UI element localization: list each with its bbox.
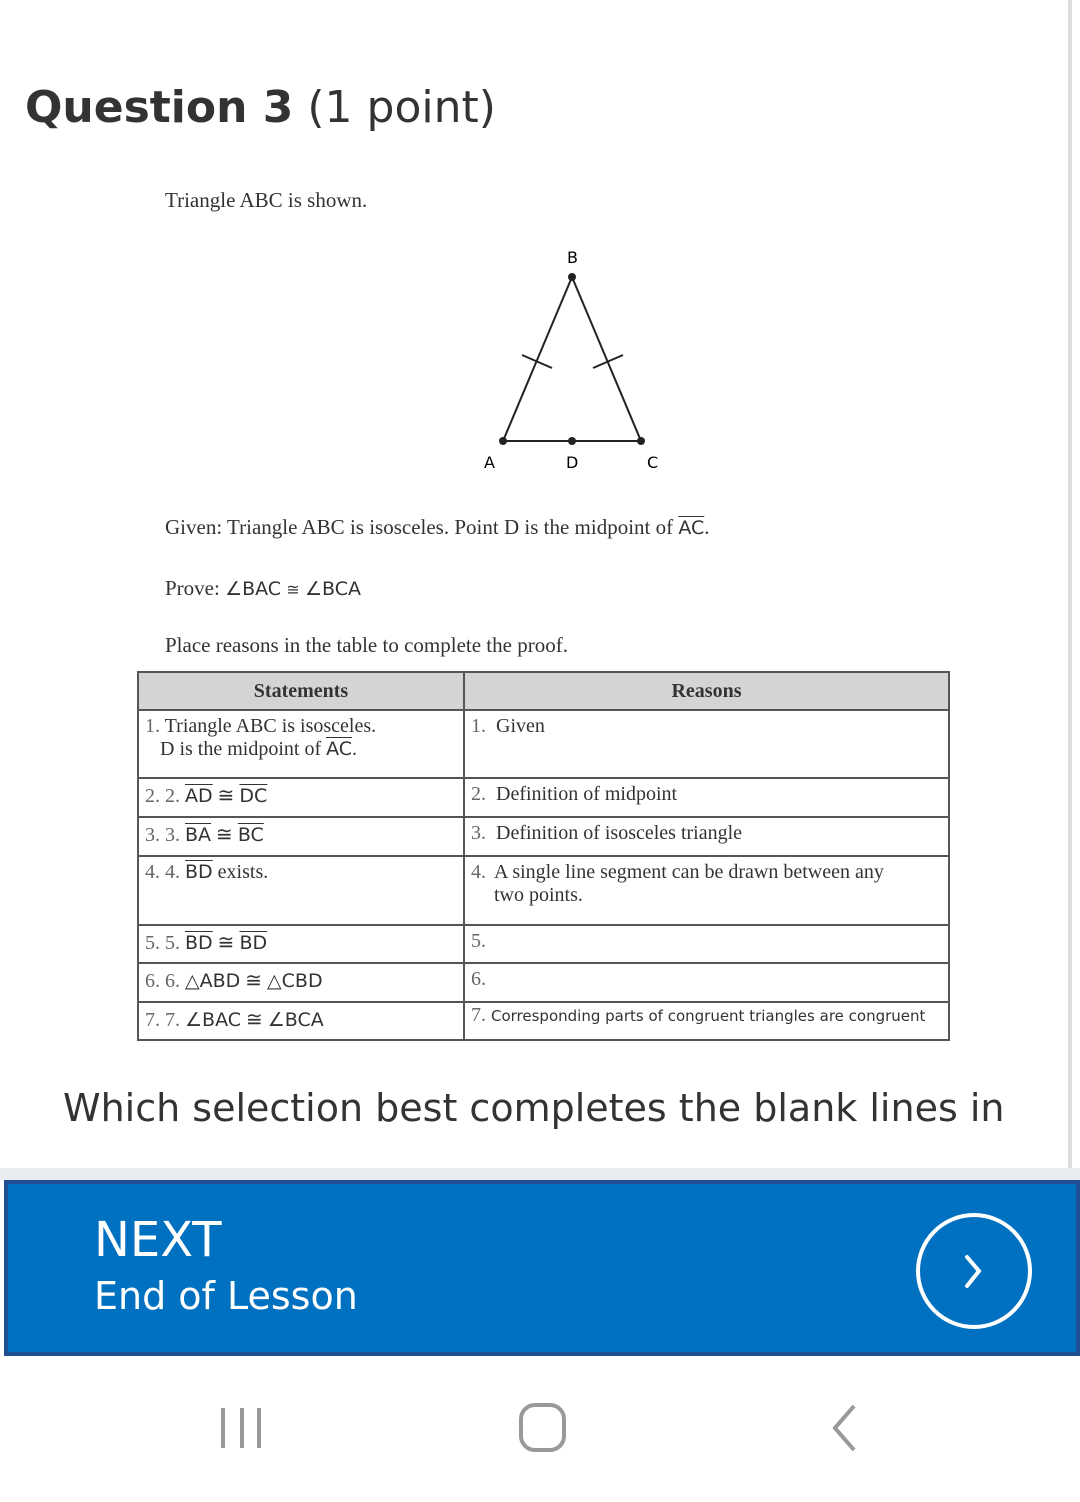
instruction-text: Place reasons in the table to complete the proof. xyxy=(165,633,568,657)
table-row xyxy=(138,710,949,778)
next-button[interactable] xyxy=(4,1180,1080,1356)
next-label: NEXT xyxy=(94,1212,222,1268)
back-icon[interactable] xyxy=(820,1400,870,1456)
label-c: C xyxy=(647,453,659,472)
table-row xyxy=(138,1002,949,1040)
reason-cell: 4. A single line segment can be drawn between any two points. xyxy=(464,856,949,925)
reason-cell: 3. Definition of isosceles triangle xyxy=(464,817,949,856)
proof-table xyxy=(137,671,950,1041)
table-row xyxy=(138,856,949,925)
table-row xyxy=(138,817,949,856)
statement-cell: 3. 3. $\overline{BA}$ ≅ $\overline{BC}$ xyxy=(138,817,464,856)
statement-cell: 4. 4. $\overline{BD}$ exists. xyxy=(138,856,464,925)
question-title: Question 3 (1 point) xyxy=(25,82,496,133)
label-b: B xyxy=(567,248,578,267)
table-row xyxy=(138,925,949,963)
prove-text: Prove: ∠BAC ≅ ∠BCA xyxy=(165,576,361,600)
statement-cell: 7. 7. ∠BAC ≅ ∠BCA xyxy=(138,1002,464,1040)
recent-apps-icon[interactable] xyxy=(210,1400,270,1454)
chevron-right-icon[interactable] xyxy=(914,1211,1034,1331)
statement-cell: 1. Triangle ABC is isosceles. D is the midpoint of $\overline{AC}$. xyxy=(138,710,464,778)
reason-cell-blank[interactable]: 6. xyxy=(464,963,949,1002)
header-statements: Statements xyxy=(138,672,464,710)
given-text: Given: Triangle ABC is isosceles. Point D is the midpoint of $\overline{AC}$. xyxy=(165,515,710,539)
header-reasons: Reasons xyxy=(464,672,949,710)
statement-cell: 2. 2. $\overline{AD}$ ≅ $\overline{DC}$ xyxy=(138,778,464,817)
triangle-figure xyxy=(470,240,690,480)
scrollbar[interactable] xyxy=(1068,0,1072,1170)
intro-text: Triangle ABC is shown. xyxy=(165,188,368,212)
table-row xyxy=(138,963,949,1002)
next-sublabel: End of Lesson xyxy=(94,1274,358,1318)
reason-cell: 2. Definition of midpoint xyxy=(464,778,949,817)
reason-cell: 7. Corresponding parts of congruent triangles are congruent xyxy=(464,1002,949,1040)
label-a: A xyxy=(484,453,495,472)
reason-cell: 1. Given xyxy=(464,710,949,778)
statement-cell: 5. 5. $\overline{BD}$ ≅ $\overline{BD}$ xyxy=(138,925,464,963)
statement-cell: 6. 6. △ABD ≅ △CBD xyxy=(138,963,464,1002)
divider xyxy=(0,1168,1080,1180)
reason-cell-blank[interactable]: 5. xyxy=(464,925,949,963)
table-row xyxy=(138,778,949,817)
home-icon[interactable] xyxy=(510,1400,576,1456)
table-header xyxy=(138,672,949,710)
question-prompt: Which selection best completes the blank lines in xyxy=(63,1086,1005,1130)
label-d: D xyxy=(566,453,579,472)
